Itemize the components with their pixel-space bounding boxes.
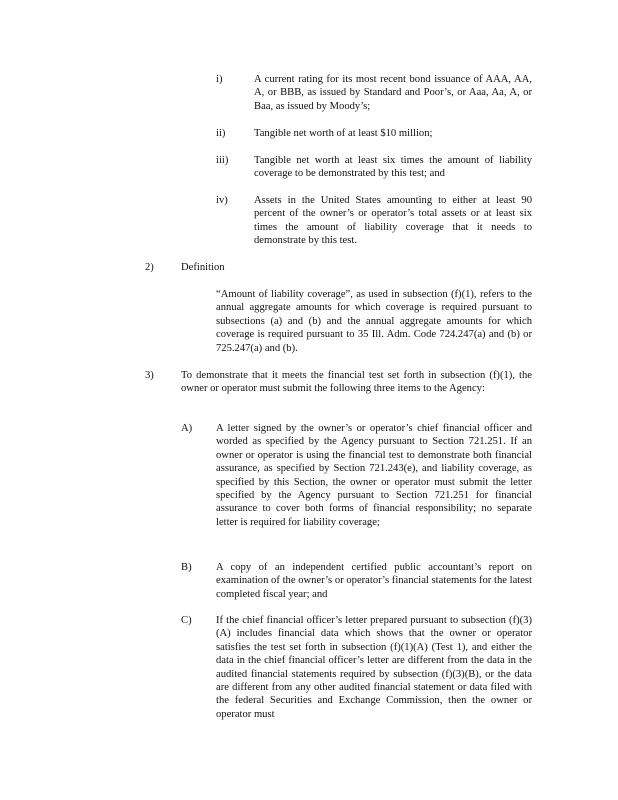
section-3-label: 3) <box>145 370 154 381</box>
item-b-text: A copy of an independent certified public accountant’s report on examination of the owner’s or operator’s financial statements for the latest completed fiscal year; and <box>216 562 532 600</box>
section-2-definition: “Amount of liability coverage”, as used in subsection (f)(1), refers to the annual aggregate amounts for which coverage is required pursuant to subsections (a) and (b) and the annual aggregate amounts for which coverage is required pursuant to 35 Ill. Adm. Code 724.247(a) and (b) or 725.247(a) and (b). <box>216 289 532 354</box>
section-3-intro: To demonstrate that it meets the financial test set forth in subsection (f)(1), the owner or operator must submit the following three items to the Agency: <box>181 370 532 395</box>
subitem-label-i: i) <box>216 74 223 85</box>
item-b-label: B) <box>181 562 192 573</box>
section-2-heading: Definition <box>181 262 225 273</box>
subitem-label-iv: iv) <box>216 195 228 206</box>
subitem-text-iv: Assets in the United States amounting to either at least 90 percent of the owner’s or operator’s total assets or at least six times the amount of liability coverage that it needs to demonstrate by this test. <box>254 195 532 247</box>
item-a-text: A letter signed by the owner’s or operator’s chief financial officer and worded as specified by the Agency pursuant to Section 721.251. If an owner or operator is using the financial test to demonstrate both financial assurance, as specified by Section 721.243(e), and liability coverage, as specified by this Section, the owner or operator must submit the letter specified by the Agency pursuant to Section 721.251 for financial assurance to cover both forms of financial responsibility; no separate letter is required for liability coverage; <box>216 423 532 528</box>
subitem-label-ii: ii) <box>216 128 226 139</box>
subitem-text-ii: Tangible net worth of at least $10 million; <box>254 128 433 139</box>
subitem-text-iii: Tangible net worth at least six times the amount of liability coverage to be demonstrated by this test; and <box>254 155 532 180</box>
section-2-label: 2) <box>145 262 154 273</box>
item-c-label: C) <box>181 615 192 626</box>
subitem-text-i: A current rating for its most recent bond issuance of AAA, AA, A, or BBB, as issued by Standard and Poor’s, or Aaa, Aa, A, or Baa, as issued by Moody’s; <box>254 74 532 112</box>
subitem-label-iii: iii) <box>216 155 229 166</box>
item-c-text: If the chief financial officer’s letter prepared pursuant to subsection (f)(3)(A) includes financial data which shows that the owner or operator satisfies the test set forth in subsection (f)(1)(A) (Test 1), and either the data in the chief financial officer’s letter are different from the data in the audited financial statements required by subsection (f)(3)(B), or the data are different from any other audited financial statement or data filed with the federal Securities and Exchange Commission, then the owner or operator must <box>216 615 532 720</box>
item-a-label: A) <box>181 423 193 434</box>
